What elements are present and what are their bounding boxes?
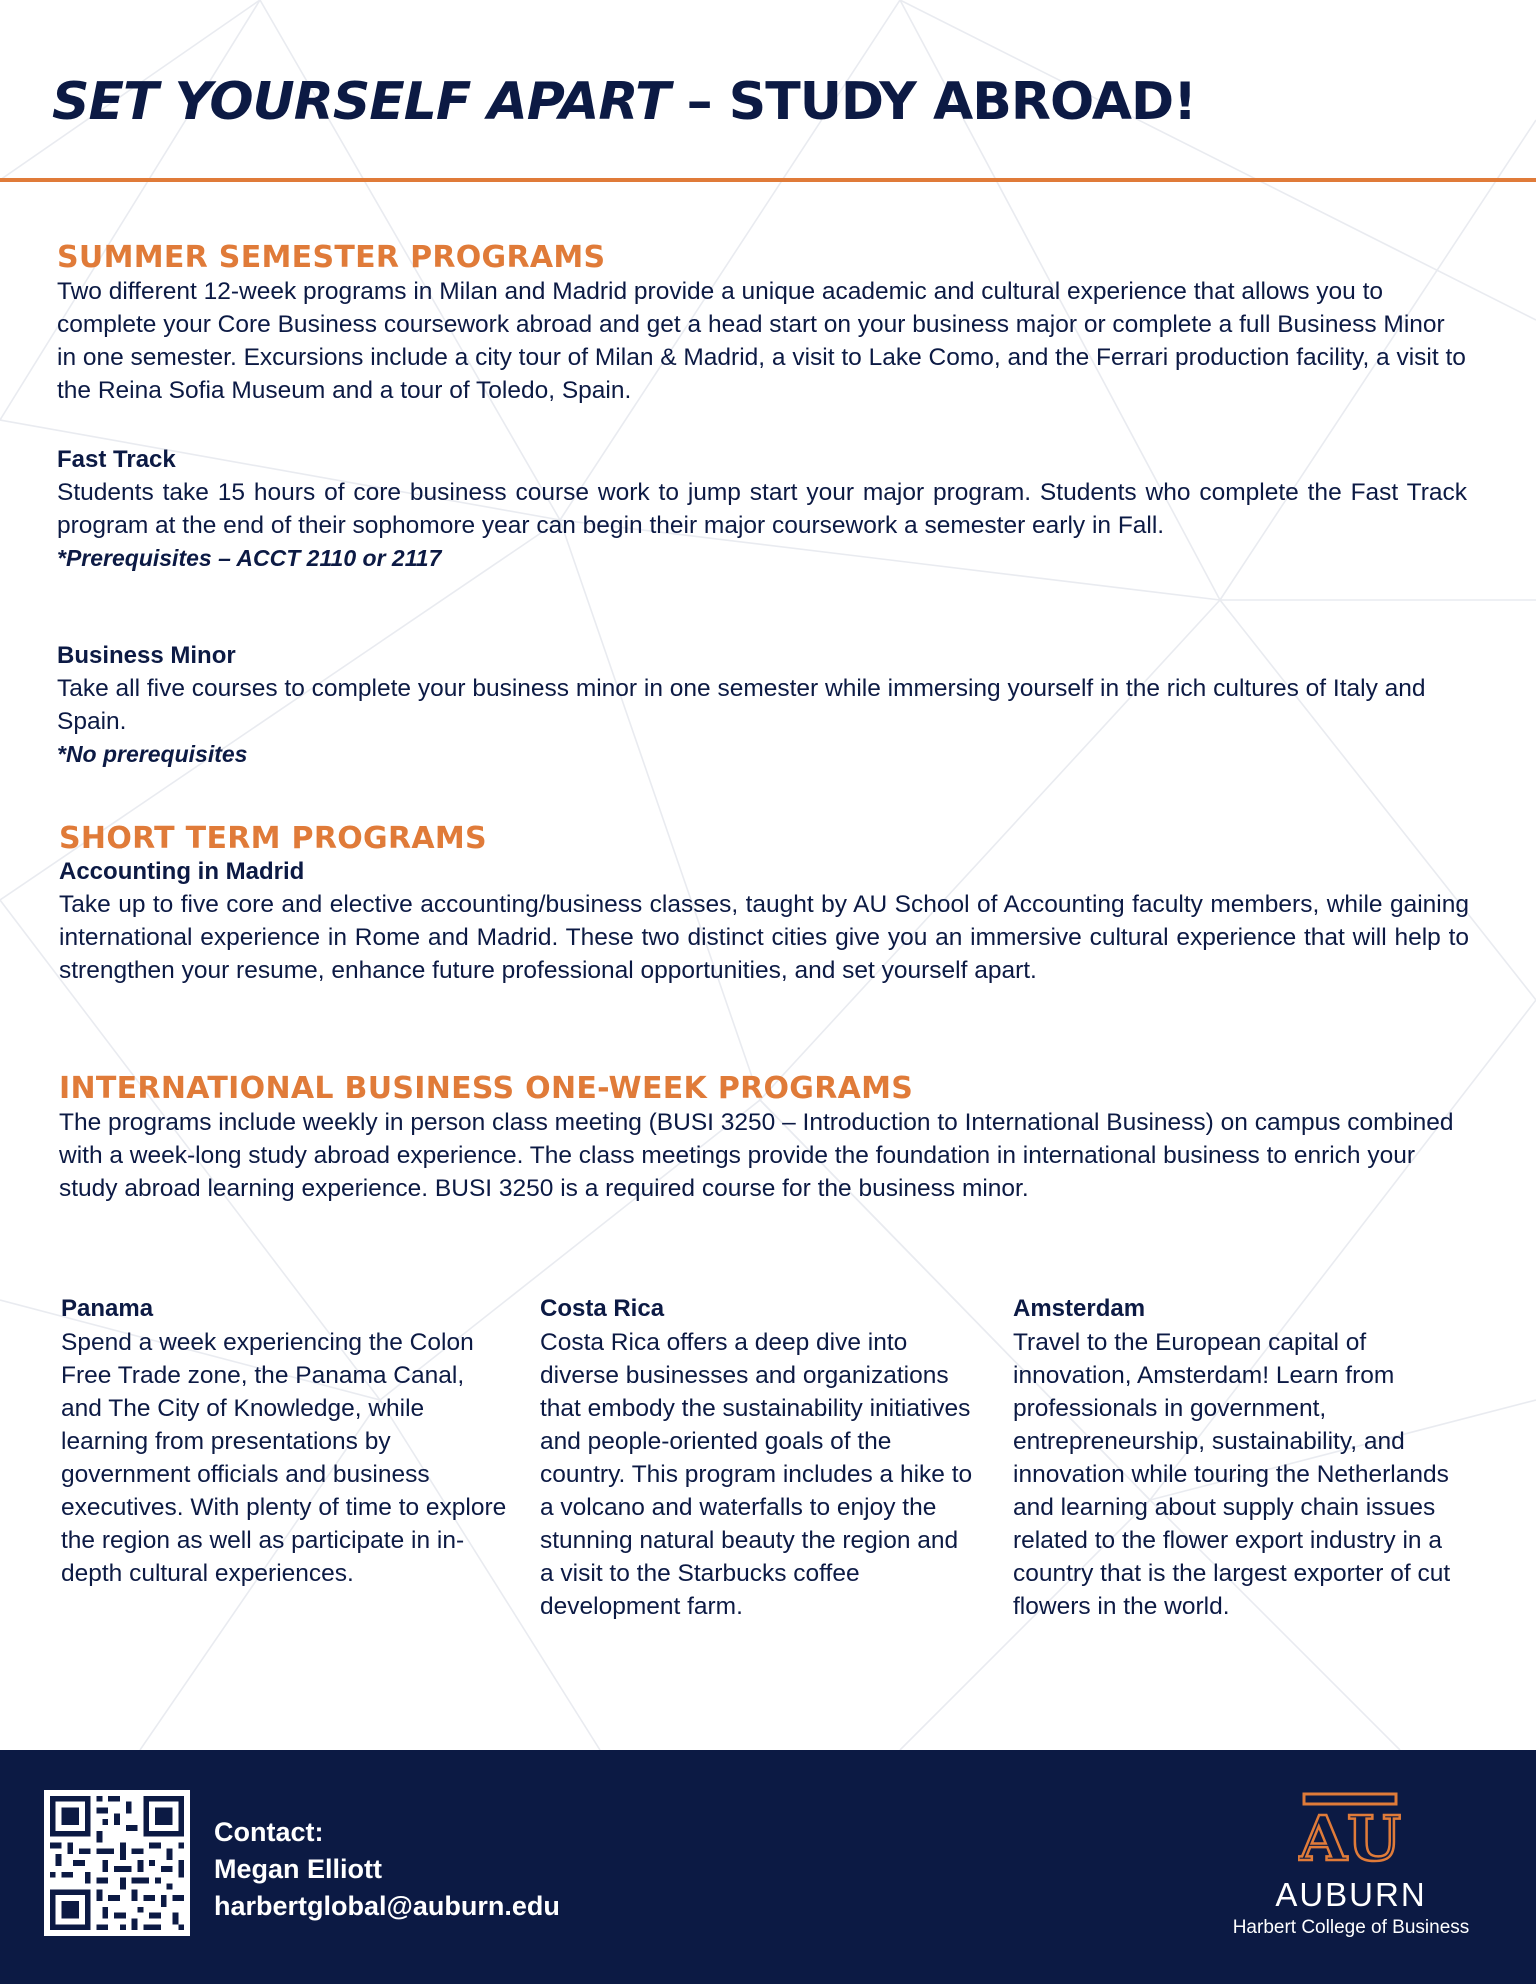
business-minor-block — [57, 640, 1467, 771]
international-body: The programs include weekly in person class meeting (BUSI 3250 – Introduction to International Business) on campus combined with a week-long study abroad experience. The class meetings provide the foundation in international business to enrich your study abroad learning experience. BUSI 3250 is a required course for the business minor. — [59, 1109, 1454, 1202]
short-term-heading: SHORT TERM PROGRAMS — [59, 821, 487, 856]
au-logo-icon — [1298, 1790, 1402, 1872]
program-title: Amsterdam — [1013, 1295, 1146, 1322]
international-section — [59, 1072, 1469, 1205]
program-title: Costa Rica — [540, 1295, 665, 1322]
contact-info — [214, 1814, 560, 1925]
contact-name: Megan Elliott — [214, 1854, 382, 1884]
title-italic: SET YOURSELF APART — [52, 72, 670, 132]
program-amsterdam — [1013, 1293, 1458, 1623]
logo-letters: AU — [1298, 1802, 1402, 1872]
program-costa-rica — [540, 1293, 975, 1623]
program-body: Spend a week experiencing the Colon Free Trade zone, the Panama Canal, and The City of Knowledge, while learning from presentations by government officials and business executives. With plenty of time to explore the region as well as participate in in-depth cultural experiences. — [61, 1329, 507, 1587]
fast-track-note: *Prerequisites – ACCT 2110 or 2117 — [57, 545, 442, 571]
summer-heading: SUMMER SEMESTER PROGRAMS — [57, 240, 606, 275]
brand — [1196, 1875, 1506, 1941]
program-title: Panama — [61, 1295, 154, 1322]
short-term-section — [59, 822, 1469, 987]
brand-subtitle: Harbert College of Business — [1232, 1917, 1470, 1938]
footer — [0, 1750, 1536, 1984]
business-minor-title: Business Minor — [57, 642, 236, 669]
qr-code-icon[interactable] — [44, 1790, 190, 1936]
title-divider — [0, 178, 1536, 182]
accounting-madrid-title: Accounting in Madrid — [59, 858, 305, 885]
international-heading: INTERNATIONAL BUSINESS ONE-WEEK PROGRAMS — [59, 1071, 914, 1106]
program-body: Travel to the European capital of innovation, Amsterdam! Learn from professionals in government, entrepreneurship, sustainability, and innovation while touring the Netherlands and learning about supply chain issues related to the flower export industry in a country that is the largest exporter of cut flowers in the world. — [1013, 1329, 1451, 1620]
summer-section — [57, 241, 1467, 407]
accounting-madrid-body: Take up to five core and elective accounting/business classes, taught by AU School of Accounting faculty members, while gaining international experience in Rome and Madrid. These two distinct cities give you an immersive cultural experience that will help to strengthen your resume, enhance future professional opportunities, and set yourself apart. — [59, 891, 1469, 984]
page-title — [52, 72, 1492, 132]
contact-email[interactable]: harbertglobal@auburn.edu — [214, 1891, 560, 1921]
program-panama — [61, 1293, 511, 1590]
business-minor-body: Take all five courses to complete your business minor in one semester while immersing yourself in the rich cultures of Italy and Spain. — [57, 675, 1426, 735]
program-body: Costa Rica offers a deep dive into diverse businesses and organizations that embody the sustainability initiatives and people-oriented goals of the country. This program includes a hike to a volcano and waterfalls to enjoy the stunning natural beauty the region and a visit to the Starbucks coffee development farm. — [540, 1329, 973, 1620]
contact-label: Contact: — [214, 1817, 324, 1847]
brand-name: AUBURN — [1275, 1876, 1427, 1913]
summer-intro: Two different 12-week programs in Milan and Madrid provide a unique academic and cultural experience that allows you to complete your Core Business coursework abroad and get a head start on your business major or complete a full Business Minor in one semester. Excursions include a city tour of Milan & Madrid, a visit to Lake Como, and the Ferrari production facility, a visit to the Reina Sofia Museum and a tour of Toledo, Spain. — [57, 278, 1466, 404]
fast-track-body: Students take 15 hours of core business course work to jump start your major program. Students who complete the Fast Track program at the end of their sophomore year can begin their major coursework a semester early in Fall. — [57, 479, 1467, 539]
fast-track-block — [57, 444, 1467, 575]
fast-track-title: Fast Track — [57, 446, 176, 473]
business-minor-note: *No prerequisites — [57, 741, 248, 767]
title-rest: – STUDY ABROAD! — [669, 72, 1196, 132]
